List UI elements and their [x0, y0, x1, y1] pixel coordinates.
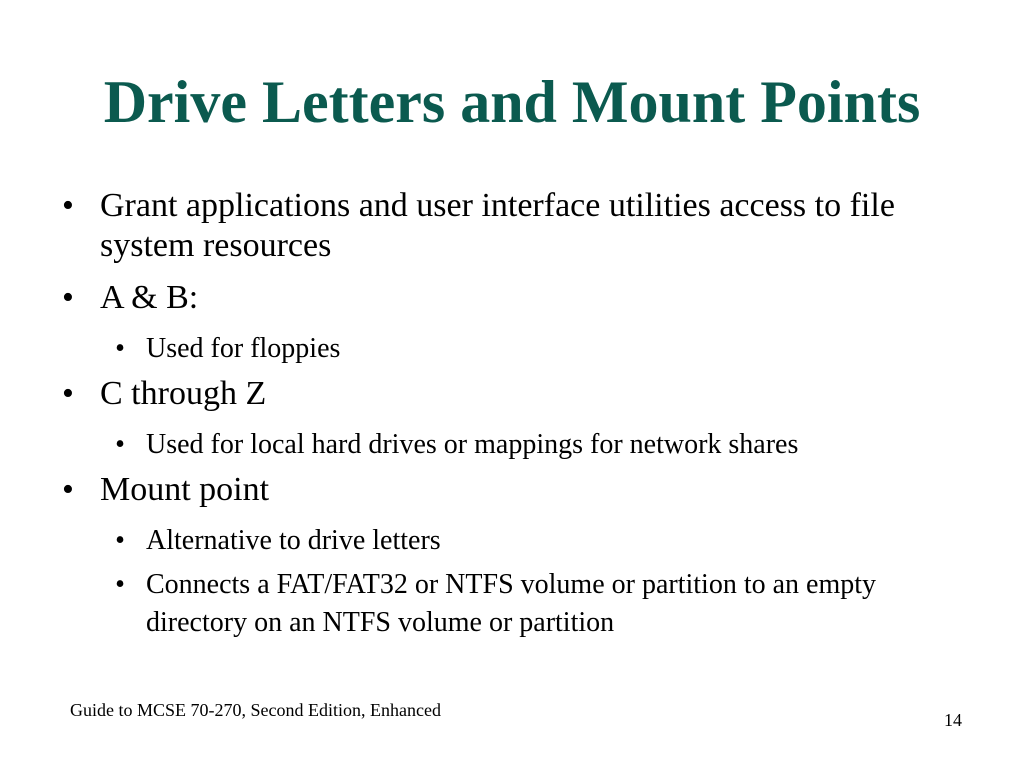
sub-bullet-text: Connects a FAT/FAT32 or NTFS volume or partition to an empty directory on an NTFS volume or partition	[146, 569, 877, 638]
bullet-text: C through Z	[100, 375, 267, 412]
sub-bullet-item	[58, 566, 958, 642]
sub-bullet-icon: •	[115, 525, 125, 556]
bullet-icon: •	[62, 279, 74, 316]
bullet-icon: •	[62, 471, 74, 508]
bullet-item	[58, 186, 958, 266]
bullet-list	[58, 186, 958, 648]
bullet-text: A & B:	[100, 279, 199, 316]
sub-bullet-icon: •	[115, 333, 125, 364]
sub-bullet-item	[58, 330, 958, 368]
sub-bullet-text: Used for local hard drives or mappings for network shares	[146, 429, 799, 460]
sub-bullet-item	[58, 426, 958, 464]
page-number: 14	[944, 710, 962, 730]
bullet-item	[58, 374, 958, 414]
bullet-text: Mount point	[100, 471, 270, 508]
bullet-text: Grant applications and user interface utilities access to file system resources	[100, 187, 895, 264]
sub-bullet-icon: •	[115, 429, 125, 460]
sub-bullet-text: Used for floppies	[146, 333, 341, 364]
bullet-item	[58, 470, 958, 510]
bullet-icon: •	[62, 375, 74, 412]
sub-bullet-icon: •	[115, 569, 125, 600]
slide-title: Drive Letters and Mount Points	[103, 69, 921, 135]
footer-text: Guide to MCSE 70-270, Second Edition, Enhanced	[70, 700, 441, 720]
bullet-icon: •	[62, 187, 74, 224]
bullet-item	[58, 278, 958, 318]
sub-bullet-text: Alternative to drive letters	[146, 525, 441, 556]
sub-bullet-item	[58, 522, 958, 560]
